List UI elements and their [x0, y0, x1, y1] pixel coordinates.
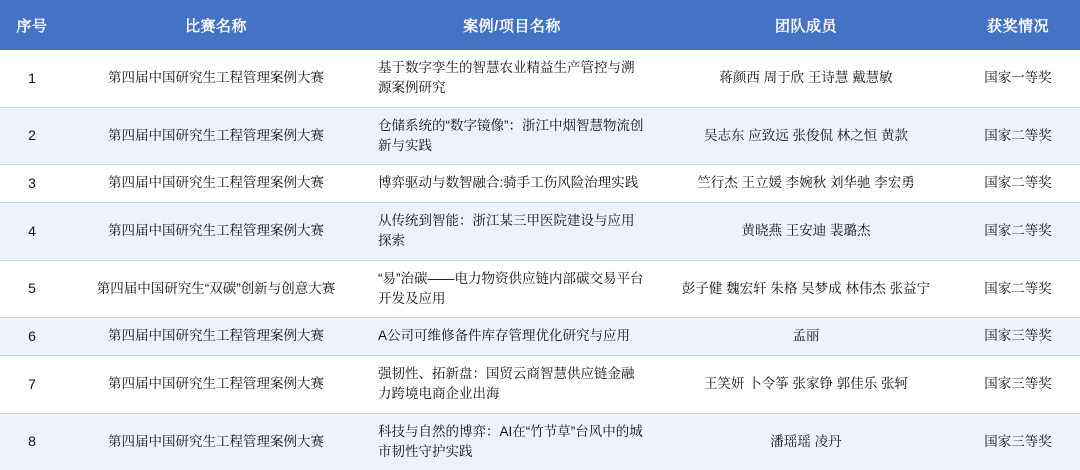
table-row	[0, 203, 1080, 261]
cell-members: 竺行杰 王立媛 李婉秋 刘华驰 李宏勇	[656, 165, 956, 203]
table-header-row	[0, 0, 1080, 50]
table-row	[0, 260, 1080, 318]
cell-award: 国家二等奖	[956, 107, 1080, 165]
cell-index: 2	[0, 107, 64, 165]
cell-members: 王笑妍 卜令筝 张家铮 郭佳乐 张轲	[656, 356, 956, 414]
column-header-award: 获奖情况	[956, 0, 1080, 50]
cell-award: 国家三等奖	[956, 413, 1080, 470]
cell-members: 蒋颜西 周于欣 王诗慧 戴慧敏	[656, 50, 956, 107]
cell-competition: 第四届中国研究生工程管理案例大赛	[64, 107, 368, 165]
table-body	[0, 50, 1080, 470]
cell-award: 国家三等奖	[956, 356, 1080, 414]
cell-competition: 第四届中国研究生工程管理案例大赛	[64, 165, 368, 203]
cell-competition: 第四届中国研究生工程管理案例大赛	[64, 203, 368, 261]
cell-index: 1	[0, 50, 64, 107]
cell-members: 吴志东 应致远 张俊侃 林之恒 黄款	[656, 107, 956, 165]
cell-index: 4	[0, 203, 64, 261]
cell-competition: 第四届中国研究生工程管理案例大赛	[64, 50, 368, 107]
cell-project: 基于数字孪生的智慧农业精益生产管控与溯源案例研究	[368, 50, 656, 107]
cell-members: 潘瑶瑶 凌丹	[656, 413, 956, 470]
cell-project: 科技与自然的博弈：AI在“竹节草”台风中的城市韧性守护实践	[368, 413, 656, 470]
cell-project: 博弈驱动与数智融合:骑手工伤风险治理实践	[368, 165, 656, 203]
cell-index: 6	[0, 318, 64, 356]
cell-competition: 第四届中国研究生工程管理案例大赛	[64, 318, 368, 356]
cell-award: 国家二等奖	[956, 203, 1080, 261]
column-header-index: 序号	[0, 0, 64, 50]
cell-award: 国家三等奖	[956, 318, 1080, 356]
cell-project: A公司可维修备件库存管理优化研究与应用	[368, 318, 656, 356]
cell-project: 仓储系统的“数字镜像”：浙江中烟智慧物流创新与实践	[368, 107, 656, 165]
table-header	[0, 0, 1080, 50]
cell-project: “易”治碳——电力物资供应链内部碳交易平台开发及应用	[368, 260, 656, 318]
table-row	[0, 356, 1080, 414]
cell-members: 彭子健 魏宏轩 朱格 吴梦成 林伟杰 张益宁	[656, 260, 956, 318]
column-header-members: 团队成员	[656, 0, 956, 50]
table-row	[0, 413, 1080, 470]
cell-index: 8	[0, 413, 64, 470]
cell-competition: 第四届中国研究生工程管理案例大赛	[64, 413, 368, 470]
cell-award: 国家二等奖	[956, 260, 1080, 318]
cell-members: 黄晓燕 王安迪 裴璐杰	[656, 203, 956, 261]
column-header-project: 案例/项目名称	[368, 0, 656, 50]
cell-award: 国家一等奖	[956, 50, 1080, 107]
cell-project: 从传统到智能：浙江某三甲医院建设与应用探索	[368, 203, 656, 261]
table-row	[0, 107, 1080, 165]
cell-competition: 第四届中国研究生“双碳”创新与创意大赛	[64, 260, 368, 318]
cell-index: 7	[0, 356, 64, 414]
cell-award: 国家二等奖	[956, 165, 1080, 203]
table-row	[0, 318, 1080, 356]
cell-index: 5	[0, 260, 64, 318]
column-header-competition: 比赛名称	[64, 0, 368, 50]
cell-index: 3	[0, 165, 64, 203]
cell-competition: 第四届中国研究生工程管理案例大赛	[64, 356, 368, 414]
cell-members: 孟丽	[656, 318, 956, 356]
cell-project: 强韧性、拓新盘：国贸云商智慧供应链金融力跨境电商企业出海	[368, 356, 656, 414]
table-row	[0, 50, 1080, 107]
table-row	[0, 165, 1080, 203]
